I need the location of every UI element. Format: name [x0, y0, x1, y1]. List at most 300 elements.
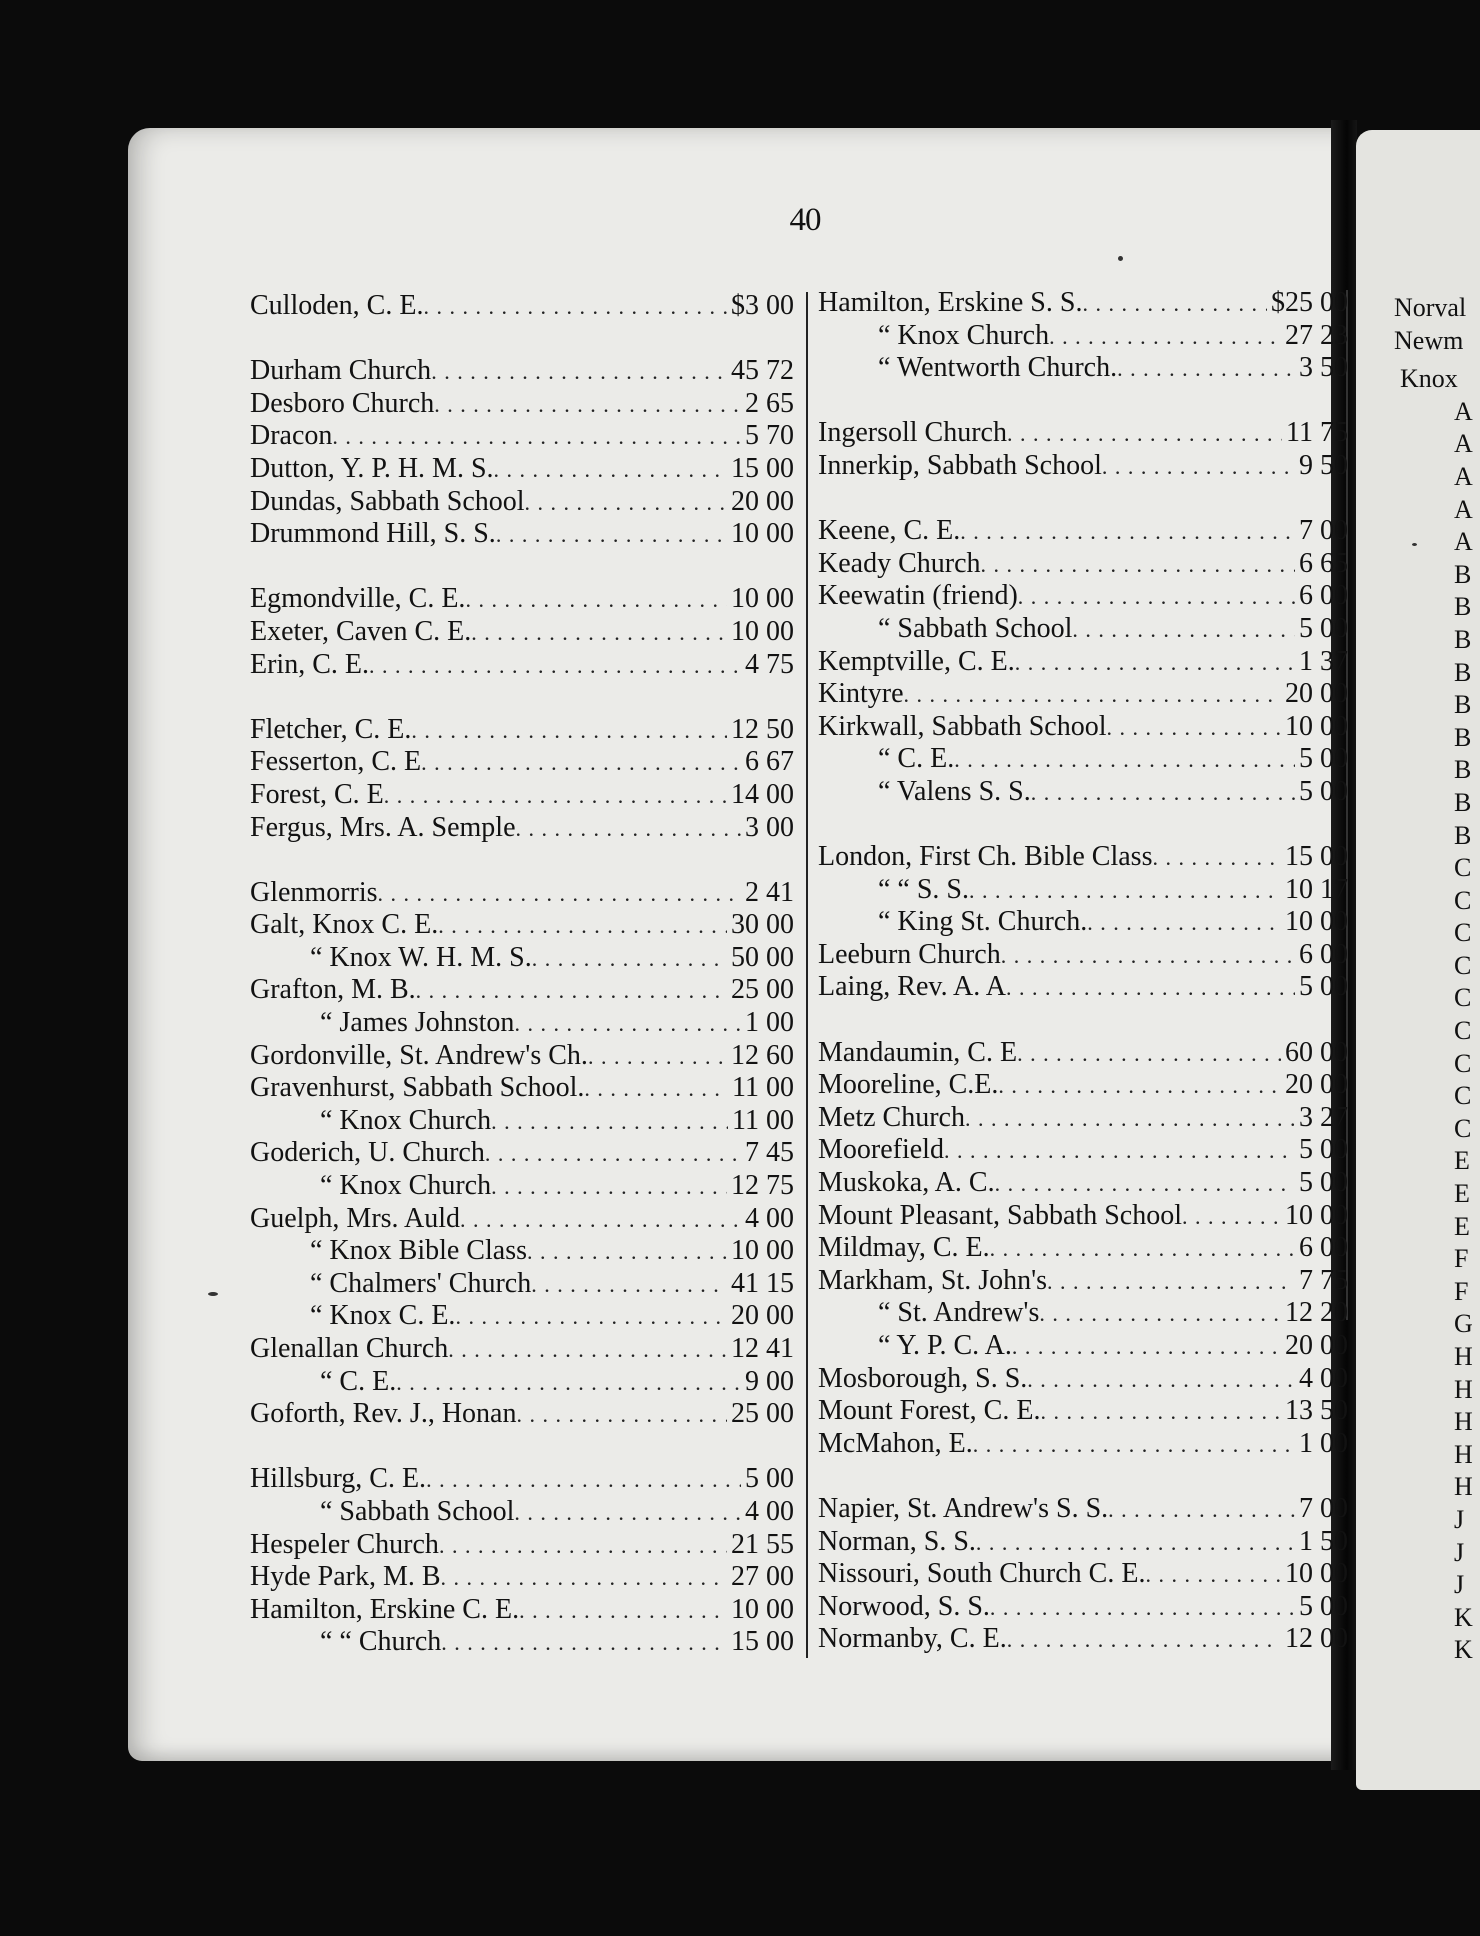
page-number: 40 [789, 202, 821, 238]
dot-leader [378, 877, 741, 910]
adjacent-page-fragment [1394, 292, 1480, 1667]
entry-name: “ “ S. S. [878, 873, 969, 905]
entry-name: Norwood, S. S. [818, 1590, 990, 1622]
entry-amount: 11 00 [732, 1072, 794, 1104]
entry-name: Egmondville, C. E. [250, 583, 466, 615]
entry-amount: 9 00 [745, 1365, 794, 1397]
entry-name: Gravenhurst, Sabbath School. [250, 1072, 585, 1104]
dot-leader [532, 942, 727, 975]
dot-leader [965, 1102, 1295, 1135]
ledger-entry [818, 320, 1348, 353]
entry-amount: 15 00 [1285, 841, 1348, 873]
fragment-letter: E [1454, 1211, 1470, 1241]
dot-leader [995, 1167, 1295, 1200]
fragment-letter: C [1454, 1016, 1472, 1046]
entry-amount: 1 37 [1299, 645, 1348, 677]
entry-name: Hillsburg, C. E. [250, 1463, 427, 1495]
entry-amount: 9 50 [1299, 449, 1348, 481]
entry-name: Exeter, Caven C. E. [250, 615, 472, 647]
entry-amount: 5 00 [1299, 1590, 1348, 1622]
entry-amount: 10 00 [731, 1235, 794, 1267]
entry-name: McMahon, E. [818, 1427, 973, 1459]
entry-amount: 12 75 [731, 1170, 794, 1202]
ledger-entry [250, 355, 794, 388]
fragment-letter: A [1454, 396, 1473, 426]
entry-amount: 20 00 [1285, 678, 1348, 710]
entry-name: Desboro Church [250, 387, 435, 419]
ledger-entry [250, 1463, 794, 1496]
entry-amount: 20 00 [1285, 1330, 1348, 1361]
dot-leader [981, 548, 1295, 581]
entry-name: Markham, St. John's [818, 1264, 1048, 1296]
dot-leader [421, 746, 741, 779]
entry-amount: 10 00 [1285, 906, 1348, 938]
dot-leader [514, 1496, 741, 1529]
entry-amount: 5 00 [745, 1463, 794, 1495]
fragment-letter: C [1454, 983, 1472, 1013]
entry-amount: 10 00 [1285, 1558, 1348, 1590]
section-gap [818, 809, 1348, 842]
fragment-letter: B [1454, 657, 1472, 687]
section-gap [818, 483, 1348, 516]
dot-leader [514, 1007, 741, 1040]
entry-amount: 3 00 [745, 811, 794, 843]
dot-leader [588, 1040, 727, 1073]
dot-leader [1039, 1297, 1281, 1330]
entry-name: Fesserton, C. E [250, 746, 422, 778]
dot-leader [496, 518, 727, 551]
entry-name: Mildmay, C. E. [818, 1232, 990, 1264]
dot-leader [332, 420, 741, 453]
dot-leader [1087, 906, 1281, 939]
ledger-entry [250, 616, 794, 649]
ledger-entry [818, 450, 1348, 483]
ledger-entry [818, 515, 1348, 548]
dot-leader [441, 1626, 727, 1659]
fragment-letter: C [1454, 885, 1472, 915]
ledger-entry [250, 1007, 794, 1040]
entry-amount: 10 00 [731, 518, 794, 550]
entry-amount: 2 41 [745, 876, 794, 908]
ledger-entry [818, 1069, 1348, 1102]
ledger-entry [250, 1300, 794, 1333]
entry-amount: 27 00 [731, 1561, 794, 1593]
dot-leader [1001, 939, 1295, 972]
ledger-entry [818, 841, 1348, 874]
ledger-entry [818, 1428, 1348, 1461]
entry-amount: 4 00 [745, 1202, 794, 1234]
entry-name: Galt, Knox C. E. [250, 909, 439, 941]
entry-amount: 13 50 [1285, 1395, 1348, 1427]
dot-leader [904, 678, 1281, 711]
ledger-entry [818, 678, 1348, 711]
dot-leader [1107, 711, 1281, 744]
entry-amount: 1 50 [1299, 1525, 1348, 1557]
fragment-letter: B [1454, 755, 1472, 785]
fragment-letter: B [1454, 624, 1472, 654]
column-divider [806, 292, 808, 1658]
ledger-entry [818, 1493, 1348, 1526]
entry-amount: 5 00 [1299, 971, 1348, 1003]
ledger-entry [250, 1137, 794, 1170]
entry-name: Fergus, Mrs. A. Semple [250, 811, 516, 843]
fragment-letter: B [1454, 820, 1472, 850]
entry-name: Mount Pleasant, Sabbath School [818, 1199, 1182, 1231]
ledger-entry [818, 1330, 1348, 1363]
dot-leader [1012, 1330, 1281, 1363]
ledger-entry [250, 1268, 794, 1301]
entry-amount: 5 70 [745, 420, 794, 452]
ledger-entry [818, 1558, 1348, 1591]
entry-name: “ Knox C. E. [310, 1300, 456, 1332]
fragment-letter: H [1454, 1374, 1473, 1404]
ledger-entry [818, 971, 1348, 1004]
ledger-entry [250, 1594, 794, 1627]
entry-amount: 11 75 [1286, 417, 1348, 449]
dot-leader [990, 1591, 1295, 1624]
fragment-letter: J [1454, 1570, 1465, 1600]
fragment-letter: B [1454, 559, 1472, 589]
section-gap [818, 385, 1348, 418]
ledger-entry [250, 1496, 794, 1529]
ledger-entry [250, 1105, 794, 1138]
entry-amount: 20 00 [731, 1300, 794, 1332]
dot-leader [519, 1594, 727, 1627]
ledger-entry [818, 776, 1348, 809]
fragment-line: Newm [1394, 325, 1464, 355]
entry-name: Muskoka, A. C. [818, 1167, 995, 1199]
entry-name: “ Chalmers' Church [310, 1267, 532, 1299]
ledger-entry [250, 909, 794, 942]
fragment-letter: A [1454, 527, 1473, 557]
entry-name: Drummond Hill, S. S. [250, 518, 496, 550]
ledger-entry [250, 974, 794, 1007]
ledger-entry [250, 1529, 794, 1562]
entry-amount: 6 00 [1299, 580, 1348, 612]
fragment-letter: B [1454, 592, 1472, 622]
entry-name: Glenmorris [250, 876, 378, 908]
entry-name: “ St. Andrew's [878, 1297, 1040, 1329]
dot-leader [494, 453, 727, 486]
dot-leader [460, 1203, 741, 1236]
dot-leader [1145, 1558, 1281, 1591]
dot-leader [954, 743, 1295, 776]
ledger-entry [818, 1363, 1348, 1396]
entry-name: “ C. E. [320, 1365, 397, 1397]
dot-leader [434, 388, 741, 421]
ledger-entry [818, 548, 1348, 581]
dot-leader [1152, 841, 1281, 874]
dot-leader [369, 649, 741, 682]
dot-leader [485, 1137, 741, 1170]
dot-leader [1007, 1623, 1281, 1656]
ledger-entry [250, 812, 794, 845]
ledger-entry [818, 417, 1348, 450]
dot-leader [384, 779, 727, 812]
entry-amount: 45 72 [731, 355, 794, 387]
entry-name: “ Knox Church [320, 1170, 492, 1202]
fragment-letter: B [1454, 722, 1472, 752]
fragment-letter: C [1454, 853, 1472, 883]
paper-speck [1118, 256, 1123, 261]
dot-leader [455, 1300, 727, 1333]
fragment-letter: H [1454, 1342, 1473, 1371]
dot-leader [1007, 417, 1282, 450]
fragment-letter: C [1454, 950, 1472, 980]
entry-name: Dundas, Sabbath School [250, 485, 525, 517]
ledger-entry [250, 1398, 794, 1431]
entry-name: Erin, C. E. [250, 648, 369, 680]
section-gap [250, 551, 794, 584]
fragment-letter-list [1394, 396, 1480, 1667]
dot-leader [416, 974, 727, 1007]
entry-amount: 5 00 [1299, 743, 1348, 775]
entry-amount: 12 60 [731, 1039, 794, 1071]
dot-leader [1117, 352, 1295, 385]
ledger-entry [250, 290, 794, 323]
entry-name: Napier, St. Andrew's S. S. [818, 1492, 1109, 1524]
entry-amount: 41 15 [731, 1267, 794, 1299]
entry-amount: 3 27 [1299, 1101, 1348, 1133]
entry-amount: 7 00 [1299, 1492, 1348, 1524]
entry-name: Goforth, Rev. J., Honan [250, 1398, 517, 1430]
ledger-entry [250, 1626, 794, 1659]
fragment-letter: J [1454, 1504, 1465, 1534]
section-gap [818, 1004, 1348, 1037]
entry-amount: 25 00 [731, 974, 794, 1006]
entry-amount: 50 00 [731, 941, 794, 973]
ledger-entry [250, 649, 794, 682]
fragment-letter: H [1454, 1439, 1473, 1469]
ledger-entry [250, 746, 794, 779]
middle-column-list [818, 287, 1348, 1656]
entry-amount: 20 00 [1285, 1069, 1348, 1101]
dot-leader [423, 290, 727, 323]
dot-leader [998, 1069, 1281, 1102]
entry-amount: 7 45 [745, 1137, 794, 1169]
ledger-entry [250, 388, 794, 421]
dot-leader [396, 1366, 741, 1399]
entry-name: Innerkip, Sabbath School [818, 449, 1102, 481]
paper-speck [1412, 543, 1417, 546]
entry-name: “ “ Church [320, 1626, 442, 1658]
entry-name: “ Valens S. S. [878, 775, 1031, 807]
entry-name: Kirkwall, Sabbath School [818, 710, 1107, 742]
ledger-entry [250, 518, 794, 551]
ledger-entry [818, 646, 1348, 679]
entry-name: Hespeler Church [250, 1528, 439, 1560]
entry-name: “ Knox Bible Class [310, 1235, 527, 1267]
fragment-letter: H [1454, 1407, 1473, 1437]
ledger-entry [818, 1297, 1348, 1330]
ledger-entry [818, 1623, 1348, 1656]
ledger-entry [818, 1526, 1348, 1559]
fragment-letter: C [1454, 918, 1472, 948]
entry-amount: 1 00 [745, 1007, 794, 1039]
dot-leader [1108, 1493, 1295, 1526]
ledger-entry [250, 1235, 794, 1268]
entry-name: Ingersoll Church [818, 417, 1007, 449]
dot-leader [525, 486, 727, 519]
entry-amount: 27 23 [1285, 319, 1348, 351]
dot-leader [1047, 1265, 1295, 1298]
section-gap [818, 1460, 1348, 1493]
fragment-letter: C [1454, 1081, 1472, 1111]
entry-name: Guelph, Mrs. Auld [250, 1202, 460, 1234]
entry-amount: 30 00 [731, 909, 794, 941]
dot-leader [1040, 1395, 1281, 1428]
dot-leader [1018, 580, 1295, 613]
entry-amount: 60 00 [1285, 1036, 1348, 1068]
entry-name: Gordonville, St. Andrew's Ch. [250, 1039, 588, 1071]
entry-amount: 10 00 [731, 583, 794, 615]
ledger-entry [250, 714, 794, 747]
entry-name: Forest, C. E [250, 778, 384, 810]
dot-leader [1102, 450, 1295, 483]
entry-amount: 14 00 [731, 778, 794, 810]
ledger-entry [818, 1395, 1348, 1428]
entry-amount: 21 55 [731, 1528, 794, 1560]
fragment-letter: J [1454, 1537, 1465, 1567]
entry-name: “ Y. P. C. A. [878, 1330, 1012, 1361]
fragment-section-label: Knox [1400, 364, 1458, 394]
dot-leader [448, 1333, 727, 1366]
ledger-entry [250, 453, 794, 486]
entry-name: Kintyre [818, 678, 904, 710]
entry-name: Leeburn Church [818, 938, 1001, 970]
fragment-letter: A [1454, 494, 1473, 524]
fragment-letter: F [1454, 1276, 1469, 1306]
entry-amount: 12 50 [731, 713, 794, 745]
entry-name: Fletcher, C. E. [250, 713, 412, 745]
fragment-letter: A [1454, 461, 1473, 491]
paper-speck [208, 1292, 218, 1296]
dot-leader [426, 1463, 741, 1496]
dot-leader [1082, 287, 1267, 320]
entry-amount: 6 00 [1299, 938, 1348, 970]
entry-amount: $25 00 [1271, 287, 1348, 318]
dot-leader [527, 1235, 727, 1268]
entry-name: “ Wentworth Church. [878, 352, 1118, 384]
fragment-letter: B [1454, 787, 1472, 817]
ledger-entry [818, 1591, 1348, 1624]
entry-name: Dutton, Y. P. H. M. S. [250, 452, 494, 484]
entry-name: Kemptville, C. E. [818, 645, 1015, 677]
dot-leader [431, 355, 727, 388]
entry-amount: 5 00 [1299, 612, 1348, 644]
ledger-entry [818, 1167, 1348, 1200]
fragment-letter: H [1454, 1472, 1473, 1502]
entry-amount: 2 65 [745, 387, 794, 419]
ledger-entry [250, 942, 794, 975]
entry-name: Metz Church [818, 1101, 965, 1133]
entry-amount: 10 00 [1285, 1199, 1348, 1231]
dot-leader [944, 1134, 1295, 1167]
ledger-entry [250, 779, 794, 812]
entry-amount: 10 00 [1285, 710, 1348, 742]
section-gap [250, 1431, 794, 1464]
dot-leader [441, 1561, 727, 1594]
entry-name: Normanby, C. E. [818, 1623, 1007, 1655]
fragment-letter: B [1454, 690, 1472, 720]
ledger-entry [250, 1366, 794, 1399]
entry-name: “ Knox Church [878, 319, 1050, 351]
entry-name: Laing, Rev. A. A [818, 971, 1006, 1003]
fragment-letter: C [1454, 1113, 1472, 1143]
ledger-entry [818, 287, 1348, 320]
ledger-entry [818, 1134, 1348, 1167]
ledger-entry [250, 877, 794, 910]
entry-amount: 6 65 [1299, 547, 1348, 579]
dot-leader [471, 616, 727, 649]
dot-leader [1182, 1200, 1281, 1233]
dot-leader [531, 1268, 727, 1301]
section-gap [250, 681, 794, 714]
dot-leader [439, 1529, 727, 1562]
dot-leader [990, 1232, 1295, 1265]
entry-name: Hamilton, Erskine S. S. [818, 287, 1083, 318]
entry-name: Mandaumin, C. E [818, 1036, 1018, 1068]
entry-name: “ C. E. [878, 743, 955, 775]
ledger-entry [818, 1037, 1348, 1070]
entry-amount: 12 20 [1285, 1297, 1348, 1329]
ledger-entry [818, 743, 1348, 776]
ledger-entry [818, 906, 1348, 939]
entry-name: “ James Johnston [320, 1007, 515, 1039]
entry-amount: 4 75 [745, 648, 794, 680]
ledger-entry [818, 939, 1348, 972]
ledger-entry [818, 613, 1348, 646]
entry-amount: 5 00 [1299, 775, 1348, 807]
dot-leader [584, 1072, 728, 1105]
ledger-entry [250, 1072, 794, 1105]
entry-name: Grafton, M. B. [250, 974, 416, 1006]
entry-amount: 10 00 [731, 615, 794, 647]
entry-amount: 12 41 [731, 1333, 794, 1364]
entry-amount: 10 00 [731, 1593, 794, 1625]
entry-name: Nissouri, South Church C. E. [818, 1558, 1146, 1590]
entry-name: Keene, C. E. [818, 515, 961, 547]
dot-leader [491, 1105, 728, 1138]
entry-amount: 1 00 [1299, 1427, 1348, 1459]
entry-amount: 5 00 [1299, 1134, 1348, 1166]
entry-amount: 12 00 [1285, 1623, 1348, 1655]
dot-leader [1027, 1363, 1295, 1396]
ledger-entry [250, 420, 794, 453]
entry-amount: 10 17 [1285, 873, 1348, 905]
entry-name: Hamilton, Erskine C. E. [250, 1593, 520, 1625]
ledger-entry [818, 352, 1348, 385]
ledger-entry [818, 1200, 1348, 1233]
ledger-entry [250, 486, 794, 519]
entry-amount: 3 50 [1299, 352, 1348, 384]
ledger-entry [250, 1040, 794, 1073]
entry-amount: 7 00 [1299, 515, 1348, 547]
dot-leader [1072, 613, 1295, 646]
dot-leader [465, 583, 727, 616]
fragment-letter: K [1454, 1635, 1473, 1665]
entry-name: Glenallan Church [250, 1333, 449, 1364]
entry-name: “ Sabbath School [878, 612, 1073, 644]
fragment-letter: E [1454, 1179, 1470, 1209]
fragment-letter: G [1454, 1309, 1473, 1339]
entry-name: Keady Church [818, 547, 981, 579]
entry-name: Durham Church [250, 355, 432, 387]
dot-leader [411, 714, 727, 747]
entry-name: Hyde Park, M. B [250, 1561, 441, 1593]
entry-amount: 6 67 [745, 746, 794, 778]
entry-amount: 20 00 [731, 485, 794, 517]
